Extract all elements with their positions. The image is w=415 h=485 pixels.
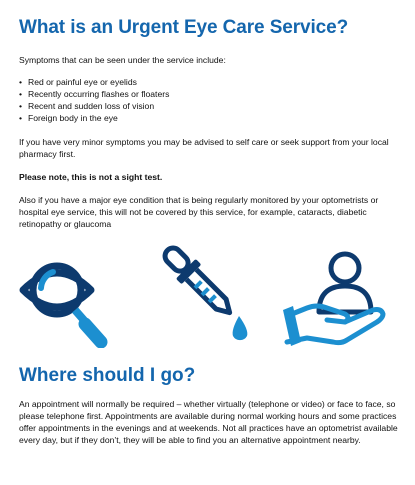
symptoms-intro: Symptoms that can be seen under the service include: [19,55,226,65]
section-heading-where: Where should I go? [19,365,196,386]
where-description: An appointment will normally be required – whether virtually (telephone or video) or face to face, so please telephone first. Appointments are available during normal working hours and some practices offer appointments in the evenings and at weekends. Not all practices have an optometrist available every day, but if they don’t, they will be able to find you an alternative appointment nearby. [19,399,398,445]
list-item: • Red or painful eye or eyelids [19,76,399,88]
leaflet-page [19,16,399,446]
list-item: • Recent and sudden loss of vision [19,100,399,112]
hand-person-care-icon [283,246,393,350]
self-care-advice: If you have very minor symptoms you may be advised to self care or seek support from your local pharmacy first. [19,137,389,159]
sight-test-note: Please note, this is not a sight test. [19,172,163,182]
symptom-list [19,76,399,124]
icon-row [19,240,399,360]
list-item: • Recently occurring flashes or floaters [19,88,399,100]
eye-magnifier-icon [19,248,119,348]
page-title: What is an Urgent Eye Care Service? [19,17,349,38]
eye-dropper-icon [157,240,257,350]
monitoring-exclusion: Also if you have a major eye condition that is being regularly monitored by your optometrists or hospital eye service, this will not be covered by this service, for example, cataracts, diabetic retinopathy or glaucoma [19,195,379,229]
list-item: • Foreign body in the eye [19,112,399,124]
